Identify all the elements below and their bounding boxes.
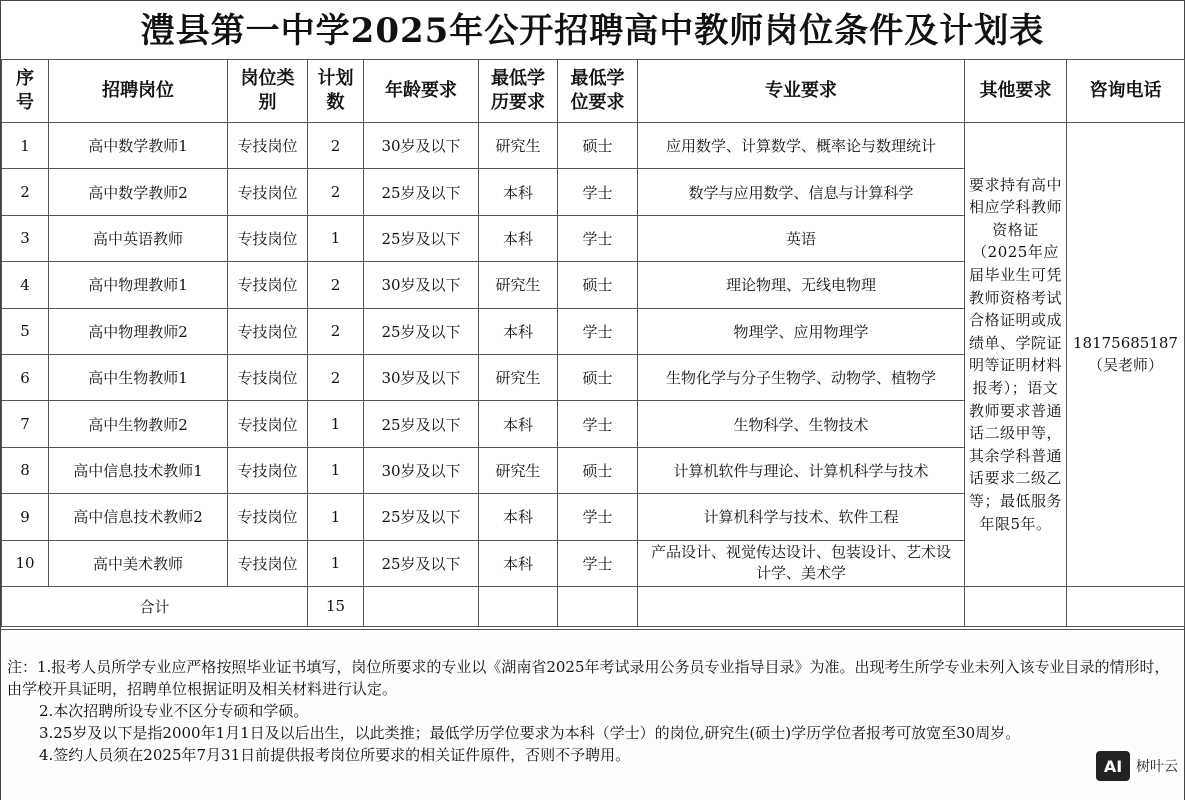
header-plan: 计划数 (308, 60, 364, 123)
total-empty-other (965, 586, 1067, 626)
page-title: 澧县第一中学2025年公开招聘高中教师岗位条件及计划表 (1, 0, 1184, 60)
phone-number: 18175685187 (1073, 334, 1178, 353)
cell-age: 25岁及以下 (364, 540, 479, 586)
cell-plan: 1 (308, 447, 364, 493)
cell-position: 高中物理教师2 (49, 308, 228, 354)
cell-plan: 2 (308, 123, 364, 169)
cell-category: 专技岗位 (228, 308, 308, 354)
header-category: 岗位类别 (228, 60, 308, 123)
cell-seq: 6 (2, 354, 49, 400)
cell-degree: 硕士 (558, 354, 638, 400)
table-row (2, 123, 1185, 169)
cell-position: 高中信息技术教师1 (49, 447, 228, 493)
cell-education: 研究生 (479, 447, 558, 493)
cell-plan: 2 (308, 262, 364, 308)
cell-education: 研究生 (479, 123, 558, 169)
cell-position: 高中英语教师 (49, 215, 228, 261)
total-empty-education (479, 586, 558, 626)
total-plan: 15 (308, 586, 364, 626)
cell-category: 专技岗位 (228, 540, 308, 586)
cell-education: 本科 (479, 494, 558, 540)
cell-education: 本科 (479, 401, 558, 447)
cell-plan: 1 (308, 215, 364, 261)
cell-seq: 2 (2, 169, 49, 215)
total-empty-major (638, 586, 965, 626)
cell-major: 计算机科学与技术、软件工程 (638, 494, 965, 540)
header-other: 其他要求 (965, 60, 1067, 123)
cell-position: 高中数学教师2 (49, 169, 228, 215)
phone-contact: （吴老师） (1087, 356, 1163, 375)
cell-degree: 学士 (558, 308, 638, 354)
cell-plan: 2 (308, 169, 364, 215)
cell-education: 本科 (479, 215, 558, 261)
cell-position: 高中信息技术教师2 (49, 494, 228, 540)
cell-position: 高中生物教师2 (49, 401, 228, 447)
header-age: 年龄要求 (364, 60, 479, 123)
cell-education: 本科 (479, 169, 558, 215)
cell-age: 25岁及以下 (364, 494, 479, 540)
cell-degree: 学士 (558, 401, 638, 447)
cell-category: 专技岗位 (228, 447, 308, 493)
note-3: 3.25岁及以下是指2000年1月1日及以后出生，以此类推；最低学历学位要求为本科（学士）的岗位,研究生(硕士)学历学位者报考可放宽至30周岁。 (39, 724, 1021, 742)
cell-plan: 1 (308, 540, 364, 586)
cell-age: 30岁及以下 (364, 354, 479, 400)
cell-plan: 1 (308, 401, 364, 447)
total-label: 合计 (2, 586, 308, 626)
other-requirements: 要求持有高中相应学科教师资格证（2025年应届毕业生可凭教师资格考试合格证明或成绩单、学院证明等证明材料报考）；语文教师要求普通话二级甲等，其余学科普通话要求二级乙等；最低服务年限5年。 (965, 123, 1067, 587)
note-2: 2.本次招聘所设专业不区分专硕和学硕。 (39, 702, 309, 720)
watermark-text: 树叶云 (1136, 759, 1178, 775)
total-row (2, 586, 1185, 626)
cell-age: 30岁及以下 (364, 447, 479, 493)
cell-age: 25岁及以下 (364, 401, 479, 447)
notes-section (1, 629, 1184, 800)
cell-age: 25岁及以下 (364, 308, 479, 354)
cell-seq: 5 (2, 308, 49, 354)
cell-position: 高中美术教师 (49, 540, 228, 586)
total-empty-degree (558, 586, 638, 626)
cell-age: 25岁及以下 (364, 169, 479, 215)
total-empty-phone (1067, 586, 1185, 626)
cell-seq: 8 (2, 447, 49, 493)
cell-degree: 学士 (558, 540, 638, 586)
recruitment-table (1, 59, 1185, 627)
note-1: 注：1.报考人员所学专业应严格按照毕业证书填写，岗位所要求的专业以《湖南省2025年考试录用公务员专业指导目录》为准。出现考生所学专业未列入该专业目录的情形时，由学校开具证明，招聘单位根据证明及相关材料进行认定。 (7, 658, 1170, 698)
cell-major: 产品设计、视觉传达设计、包装设计、艺术设计学、美术学 (638, 540, 965, 586)
ai-logo-icon: AI (1096, 751, 1130, 781)
cell-degree: 硕士 (558, 262, 638, 308)
cell-degree: 学士 (558, 494, 638, 540)
cell-major: 理论物理、无线电物理 (638, 262, 965, 308)
note-4: 4.签约人员须在2025年7月31日前提供报考岗位所要求的相关证件原件，否则不予聘用。 (39, 746, 631, 764)
watermark-logo (1096, 750, 1178, 782)
header-degree: 最低学位要求 (558, 60, 638, 123)
cell-seq: 3 (2, 215, 49, 261)
cell-major: 应用数学、计算数学、概率论与数理统计 (638, 123, 965, 169)
cell-category: 专技岗位 (228, 354, 308, 400)
header-position: 招聘岗位 (49, 60, 228, 123)
cell-major: 生物科学、生物技术 (638, 401, 965, 447)
table-header-row (2, 60, 1185, 123)
cell-education: 研究生 (479, 262, 558, 308)
cell-degree: 学士 (558, 215, 638, 261)
cell-category: 专技岗位 (228, 169, 308, 215)
cell-education: 本科 (479, 540, 558, 586)
cell-major: 物理学、应用物理学 (638, 308, 965, 354)
cell-degree: 硕士 (558, 123, 638, 169)
cell-age: 30岁及以下 (364, 123, 479, 169)
cell-plan: 2 (308, 308, 364, 354)
cell-age: 30岁及以下 (364, 262, 479, 308)
cell-seq: 9 (2, 494, 49, 540)
cell-seq: 7 (2, 401, 49, 447)
cell-education: 本科 (479, 308, 558, 354)
cell-seq: 4 (2, 262, 49, 308)
cell-education: 研究生 (479, 354, 558, 400)
cell-age: 25岁及以下 (364, 215, 479, 261)
cell-major: 生物化学与分子生物学、动物学、植物学 (638, 354, 965, 400)
cell-position: 高中物理教师1 (49, 262, 228, 308)
header-major: 专业要求 (638, 60, 965, 123)
header-seq: 序号 (2, 60, 49, 123)
cell-degree: 硕士 (558, 447, 638, 493)
header-phone: 咨询电话 (1067, 60, 1185, 123)
cell-degree: 学士 (558, 169, 638, 215)
cell-major: 数学与应用数学、信息与计算科学 (638, 169, 965, 215)
cell-major: 计算机软件与理论、计算机科学与技术 (638, 447, 965, 493)
cell-category: 专技岗位 (228, 215, 308, 261)
cell-plan: 2 (308, 354, 364, 400)
cell-category: 专技岗位 (228, 123, 308, 169)
contact-phone (1067, 123, 1185, 587)
cell-category: 专技岗位 (228, 494, 308, 540)
cell-category: 专技岗位 (228, 262, 308, 308)
cell-position: 高中生物教师1 (49, 354, 228, 400)
header-education: 最低学历要求 (479, 60, 558, 123)
cell-seq: 1 (2, 123, 49, 169)
cell-plan: 1 (308, 494, 364, 540)
cell-position: 高中数学教师1 (49, 123, 228, 169)
cell-seq: 10 (2, 540, 49, 586)
cell-category: 专技岗位 (228, 401, 308, 447)
cell-major: 英语 (638, 215, 965, 261)
total-empty-age (364, 586, 479, 626)
